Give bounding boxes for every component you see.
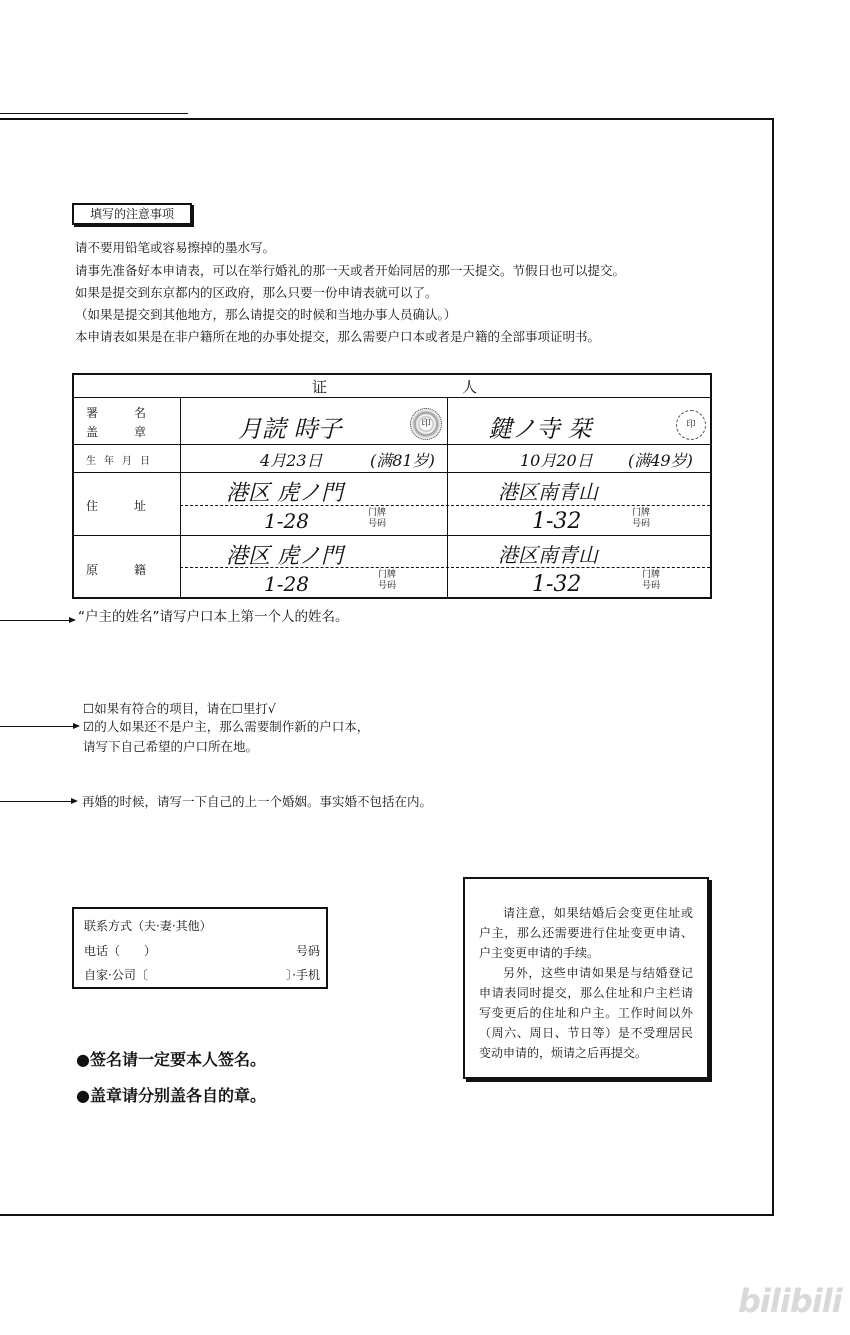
checkbox-note-3: 请写下自己希望的户口所在地。 [83, 739, 259, 754]
witness1-address: 港区 虎ノ門 [226, 481, 343, 506]
bullet-seal: ●盖章请分别盖各自的章。 [76, 1086, 266, 1105]
arrow-remarriage [0, 801, 76, 802]
checkbox-note-1: ☐如果有符合的项目，请在☐里打√ [83, 701, 276, 716]
door-label: 门牌 号码 [368, 508, 387, 529]
notes-title: 填写的注意事项 [72, 203, 192, 225]
note-line: 本申请表如果是在非户籍所在地的办事处提交，那么需要户口本或者是户籍的全部事项证明书。 [75, 329, 601, 344]
bilibili-watermark: bilibili [738, 1282, 842, 1320]
mobile-label: 〕·手机 [286, 968, 320, 982]
witness-table [72, 373, 712, 599]
contact-box [72, 907, 328, 989]
contact-title: 联系方式（夫·妻·其他） [84, 919, 212, 933]
notice-paragraph-1: 请注意，如果结婚后会变更住址或户主，那么还需要进行住址变更申请、户主变更申请的手续。 [479, 906, 693, 960]
household-note: “户主的姓名”请写户口本上第一个人的姓名。 [78, 609, 349, 625]
label-birth: 生年月日 [86, 456, 158, 467]
witness1-birth: 4月23日 [260, 451, 323, 470]
arrow-checkbox [0, 726, 78, 727]
witness1-name: 月読 時子 [238, 415, 342, 443]
witness1-seal: 印 [410, 408, 442, 440]
witness2-seal: 印 [676, 410, 706, 440]
note-line: 如果是提交到东京都内的区政府，那么只要一份申请表就可以了。 [75, 285, 438, 300]
home-label: 自家·公司〔 [84, 968, 148, 982]
phone-number-label: 号码 [295, 944, 320, 958]
frame-top-line [0, 113, 188, 114]
witness-header-left: 证 [312, 378, 328, 396]
door-label: 门牌 号码 [378, 570, 397, 591]
witness2-name: 鍵ノ寺 栞 [488, 415, 592, 443]
remarriage-note: 再婚的时候，请写一下自己的上一个婚姻。事实婚不包括在内。 [82, 794, 433, 809]
witness2-origin-no: 1-32 [532, 572, 582, 597]
checkbox-note-2: ☑的人如果还不是户主，那么需要制作新的户口本， [83, 719, 370, 734]
notice-box [463, 877, 709, 1079]
label-address: 住 址 [86, 499, 151, 513]
label-origin: 原 籍 [86, 563, 151, 577]
witness-header-right: 人 [462, 378, 478, 396]
contact-phone-row [84, 942, 320, 959]
witness2-birth: 10月20日 [520, 451, 593, 470]
witness1-age: (满81岁) [370, 451, 435, 470]
note-line: 请事先准备好本申请表，可以在举行婚礼的那一天或者开始同居的那一天提交。节假日也可以提交。 [75, 263, 626, 278]
witness2-origin: 港区南青山 [498, 543, 598, 567]
witness2-address: 港区南青山 [498, 480, 598, 504]
bullet-signature: ●签名请一定要本人签名。 [76, 1050, 266, 1069]
note-line: 请不要用铅笔或容易擦掉的墨水写。 [75, 240, 276, 255]
witness1-origin: 港区 虎ノ門 [226, 544, 343, 569]
witness2-address-no: 1-32 [532, 509, 582, 534]
witness1-origin-no: 1-28 [264, 572, 309, 596]
contact-home-row [84, 966, 320, 983]
notice-paragraph-2: 另外，这些申请如果是与结婚登记申请表同时提交，那么住址和户主栏请写变更后的住址和户主。工作时间以外（周六、周日、节日等）是不受理居民变动申请的，烦请之后再提交。 [479, 966, 693, 1060]
door-label: 门牌 号码 [642, 570, 661, 591]
door-label: 门牌 号码 [632, 508, 651, 529]
witness1-address-no: 1-28 [264, 509, 309, 533]
label-seal: 盖 章 [86, 425, 151, 439]
phone-label: 电话（ ） [84, 944, 157, 958]
label-sign: 署 名 [86, 406, 151, 420]
arrow-household [0, 620, 74, 621]
note-line: （如果是提交到其他地方，那么请提交的时候和当地办事人员确认。） [75, 307, 457, 322]
witness2-age: (满49岁) [628, 451, 693, 470]
